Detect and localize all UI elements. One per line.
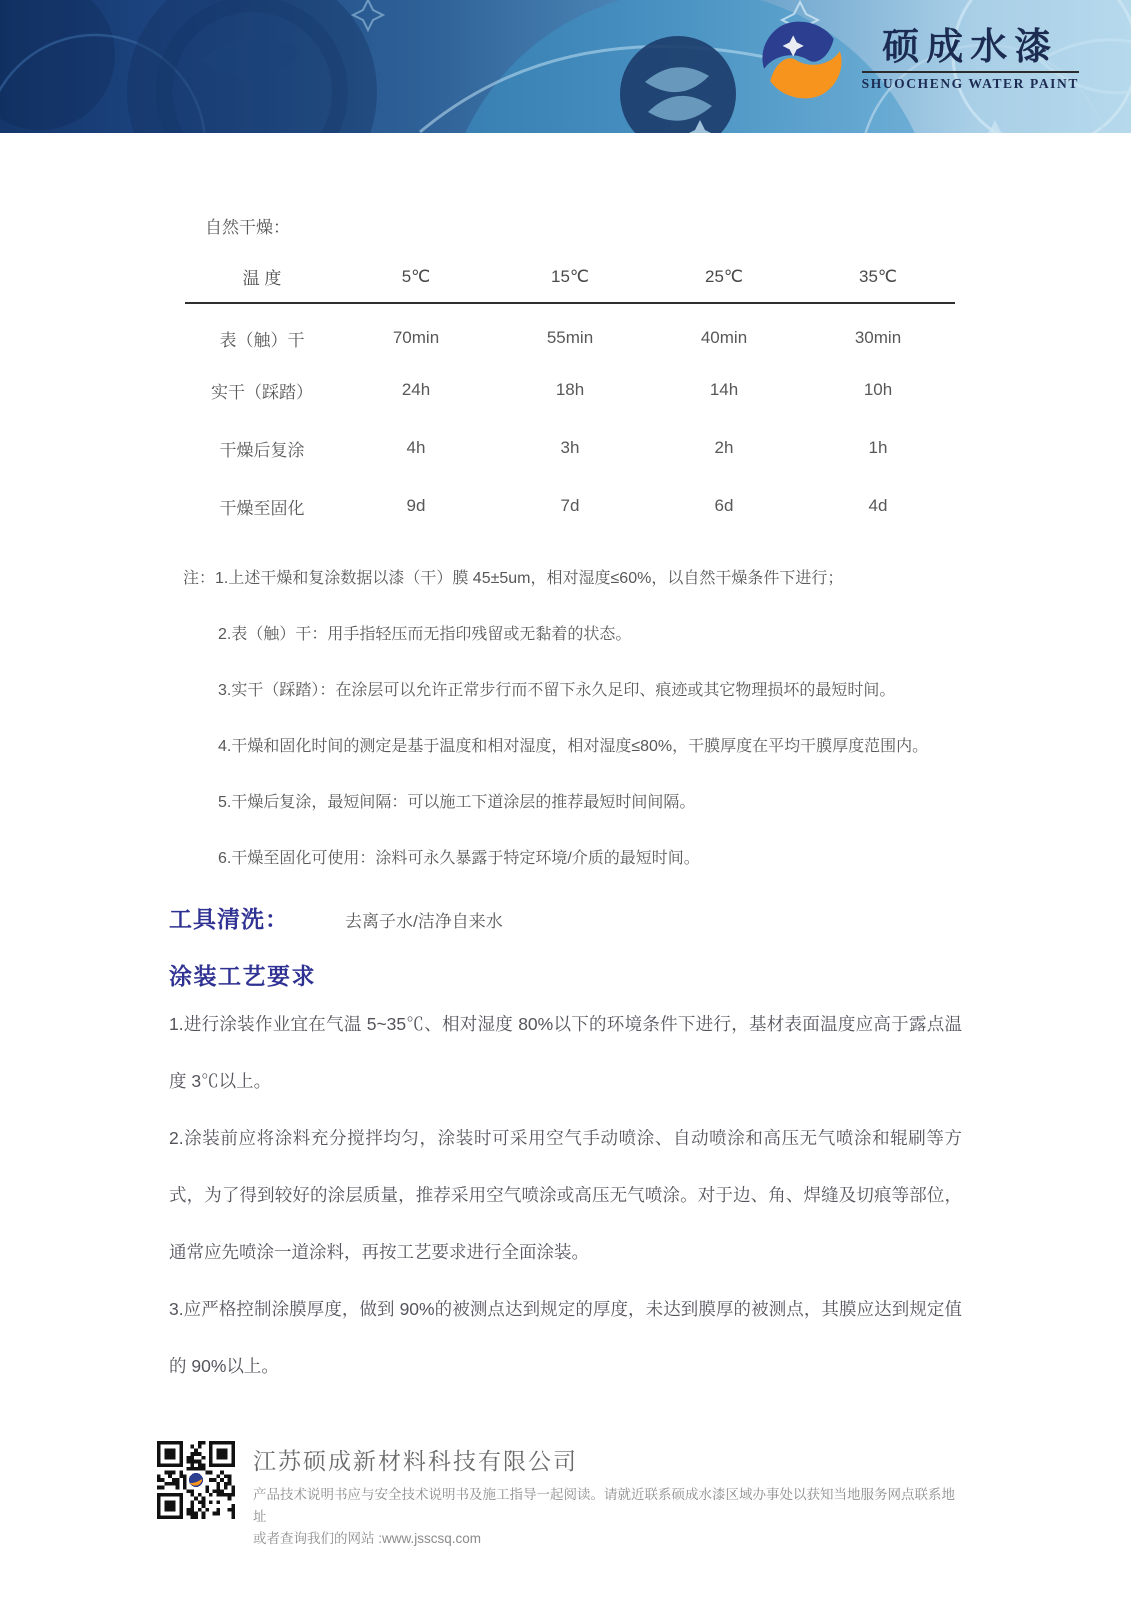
table-row xyxy=(185,477,955,535)
footer xyxy=(157,1441,962,1550)
col-header-15c: 15℃ xyxy=(493,264,647,303)
cell: 1h xyxy=(868,438,888,457)
drying-notes xyxy=(169,551,962,887)
natural-drying-label: 自然干燥： xyxy=(205,218,290,237)
tool-cleaning-value: 去离子水/洁净自来水 xyxy=(345,912,503,931)
cell: 55min xyxy=(546,328,594,347)
coating-paragraph: 2.涂装前应将涂料充分搅拌均匀，涂装时可采用空气手动喷涂、自动喷涂和高压无气喷涂和辊刷等方式，为了得到较好的涂层质量，推荐采用空气喷涂或高压无气喷涂。对于边、角、焊缝及切痕等部位，通常应先喷涂一道涂料，再按工艺要求进行全面涂装。 xyxy=(169,1128,962,1262)
footer-disclaimer-line2: 或者查询我们的网站 :www.jsscsq.com xyxy=(253,1531,482,1546)
note-line xyxy=(183,551,962,607)
cell: 7d xyxy=(560,496,580,515)
cell: 9d xyxy=(406,496,426,515)
coating-paragraphs xyxy=(169,996,962,1395)
table-row xyxy=(185,419,955,477)
brand-name-en: SHUOCHENG WATER PAINT xyxy=(861,76,1079,92)
cell: 6d xyxy=(714,496,734,515)
cell: 2h xyxy=(714,438,734,457)
row-label: 表（触）干 xyxy=(219,330,305,350)
header-banner xyxy=(0,0,1131,133)
row-label: 干燥后复涂 xyxy=(219,440,305,460)
note-text: 6.干燥至固化可使用：涂料可永久暴露于特定环境/介质的最短时间。 xyxy=(218,850,700,867)
col-header-temperature: 温 度 xyxy=(185,264,339,303)
cell: 70min xyxy=(392,328,440,347)
note-text: 3.实干（踩踏）：在涂层可以允许正常步行而不留下永久足印、痕迹或其它物理损坏的最短时间。 xyxy=(218,682,896,699)
col-header-5c: 5℃ xyxy=(339,264,493,303)
note-line xyxy=(183,831,962,887)
drying-table-header-row xyxy=(185,264,955,303)
note-text: 2.表（触）干：用手指轻压而无指印残留或无黏着的状态。 xyxy=(218,626,632,643)
tool-cleaning-label: 工具清洗： xyxy=(169,906,289,932)
section-title-coating-process: 涂装工艺要求 xyxy=(169,963,316,989)
cell: 4d xyxy=(868,496,888,515)
cell: 4h xyxy=(406,438,426,457)
table-row xyxy=(185,303,955,361)
cell: 18h xyxy=(555,380,585,399)
table-row xyxy=(185,361,955,419)
cell: 24h xyxy=(401,380,431,399)
brand-logo-icon xyxy=(758,16,846,104)
brand-divider xyxy=(862,71,1079,73)
footer-disclaimer-line1: 产品技术说明书应与安全技术说明书及施工指导一起阅读。请就近联系硕成水漆区域办事处以获知当地服务网点联系地址 xyxy=(253,1487,955,1524)
footer-disclaimer xyxy=(253,1484,962,1550)
coating-paragraph: 3.应严格控制涂膜厚度，做到 90%的被测点达到规定的厚度，未达到膜厚的被测点，其膜应达到规定值的 90%以上。 xyxy=(169,1299,962,1376)
drying-table xyxy=(185,264,955,535)
note-text: 1.上述干燥和复涂数据以漆（干）膜 45±5um，相对湿度≤60%，以自然干燥条件下进行； xyxy=(215,570,844,587)
company-name: 江苏硕成新材料科技有限公司 xyxy=(253,1448,578,1474)
cell: 30min xyxy=(854,328,902,347)
cell: 40min xyxy=(700,328,748,347)
cell: 14h xyxy=(709,380,739,399)
document-content xyxy=(0,213,1131,1550)
note-line xyxy=(183,663,962,719)
note-text: 4.干燥和固化时间的测定是基于温度和相对湿度，相对湿度≤80%，干膜厚度在平均干膜厚度范围内。 xyxy=(218,738,929,755)
tool-cleaning-row xyxy=(169,901,962,934)
note-line xyxy=(183,719,962,775)
coating-paragraph: 1.进行涂装作业宜在气温 5~35℃、相对湿度 80%以下的环境条件下进行，基材表面温度应高于露点温度 3℃以上。 xyxy=(169,1014,962,1091)
col-header-35c: 35℃ xyxy=(801,264,955,303)
row-label: 干燥至固化 xyxy=(219,498,305,518)
brand-logo xyxy=(758,16,1079,104)
row-label: 实干（踩踏） xyxy=(211,382,313,402)
qr-code xyxy=(157,1441,235,1519)
note-line xyxy=(183,775,962,831)
brand-name-cn: 硕成水漆 xyxy=(882,26,1059,68)
col-header-25c: 25℃ xyxy=(647,264,801,303)
note-line xyxy=(183,607,962,663)
note-text: 5.干燥后复涂，最短间隔：可以施工下道涂层的推荐最短时间间隔。 xyxy=(218,794,696,811)
cell: 3h xyxy=(560,438,580,457)
notes-prefix: 注： xyxy=(183,570,216,587)
cell: 10h xyxy=(863,380,893,399)
